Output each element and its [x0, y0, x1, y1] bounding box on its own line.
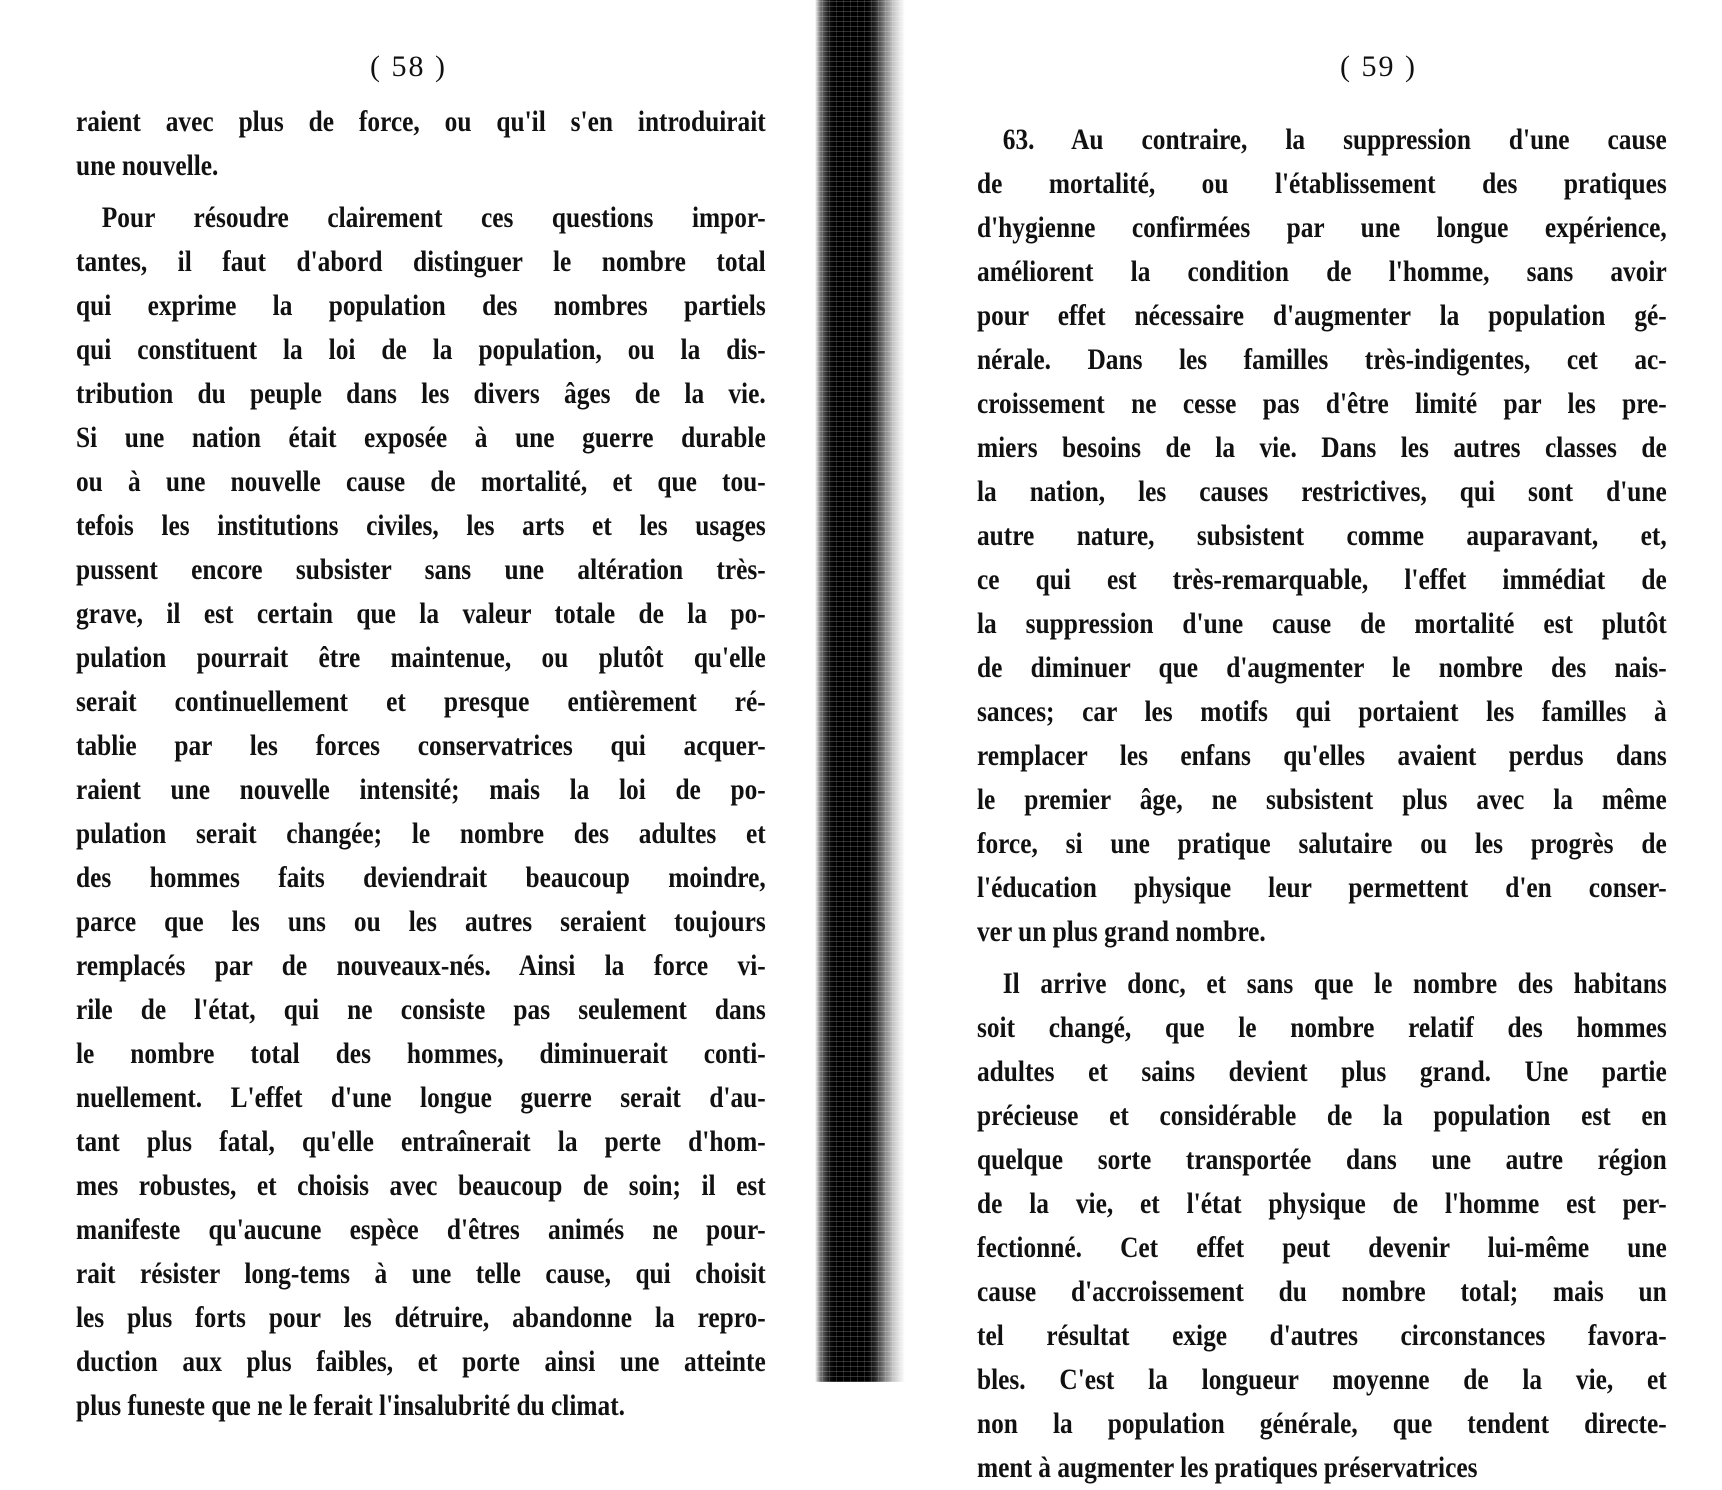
- text-line: autre nature, subsistent comme auparavant, et,: [977, 520, 1667, 552]
- paragraph: [76, 196, 766, 1428]
- paragraph: [977, 962, 1667, 1490]
- text-line: qui constituent la loi de la population, ou la dis-: [76, 334, 766, 366]
- left-page: [0, 0, 815, 1422]
- text-line: bles. C'est la longueur moyenne de la vie, et: [977, 1364, 1667, 1396]
- text-line: non la population générale, que tendent directe-: [977, 1408, 1667, 1440]
- text-line: tefois les institutions civiles, les arts et les usages: [76, 510, 766, 542]
- text-line: tribution du peuple dans les divers âges de la vie.: [76, 378, 766, 410]
- text-line: 63. Au contraire, la suppression d'une cause: [1002, 124, 1667, 156]
- paragraph-gap: [76, 188, 766, 196]
- text-line: nuellement. L'effet d'une longue guerre serait d'au-: [76, 1082, 766, 1114]
- text-line: manifeste qu'aucune espèce d'êtres animés ne pour-: [76, 1214, 766, 1246]
- text-line: ou à une nouvelle cause de mortalité, et que tou-: [76, 466, 766, 498]
- text-line: les plus forts pour les détruire, abandonne la repro-: [76, 1302, 766, 1334]
- text-line: raient avec plus de force, ou qu'il s'en introduirait: [76, 106, 766, 138]
- text-line: soit changé, que le nombre relatif des hommes: [977, 1012, 1667, 1044]
- text-line: Il arrive donc, et sans que le nombre des habitans: [1002, 968, 1667, 1000]
- right-page-body: [977, 118, 1667, 1490]
- page-number-left: ( 58 ): [370, 50, 447, 83]
- text-line: l'éducation physique leur permettent d'en conser-: [977, 872, 1667, 904]
- text-line: des hommes faits deviendrait beaucoup moindre,: [76, 862, 766, 894]
- text-line: quelque sorte transportée dans une autre région: [977, 1144, 1667, 1176]
- text-line: plus funeste que ne le ferait l'insalubrité du climat.: [76, 1390, 625, 1422]
- text-line: d'hygienne confirmées par une longue expérience,: [977, 212, 1667, 244]
- paragraph: [76, 100, 766, 188]
- text-line: rile de l'état, qui ne consiste pas seulement dans: [76, 994, 766, 1026]
- text-line: pussent encore subsister sans une altération très-: [76, 554, 766, 586]
- text-line: pulation serait changée; le nombre des adultes et: [76, 818, 766, 850]
- text-line: fectionné. Cet effet peut devenir lui-même une: [977, 1232, 1667, 1264]
- text-line: remplacés par de nouveaux-nés. Ainsi la force vi-: [76, 950, 766, 982]
- text-line: tant plus fatal, qu'elle entraînerait la perte d'hom-: [76, 1126, 766, 1158]
- text-line: rait résister long-tems à une telle cause, qui choisit: [76, 1258, 766, 1290]
- text-line: Si une nation était exposée à une guerre durable: [76, 422, 766, 454]
- text-line: mes robustes, et choisis avec beaucoup de soin; il est: [76, 1170, 766, 1202]
- text-line: le nombre total des hommes, diminuerait conti-: [76, 1038, 766, 1070]
- text-line: le premier âge, ne subsistent plus avec la même: [977, 784, 1667, 816]
- page-number-right: ( 59 ): [1340, 50, 1417, 83]
- text-line: ver un plus grand nombre.: [977, 916, 1266, 948]
- text-line: précieuse et considérable de la population est en: [977, 1100, 1667, 1132]
- text-line: la nation, les causes restrictives, qui sont d'une: [977, 476, 1667, 508]
- text-line: pour effet nécessaire d'augmenter la population gé-: [977, 300, 1667, 332]
- text-line: cause d'accroissement du nombre total; mais un: [977, 1276, 1667, 1308]
- text-line: qui exprime la population des nombres partiels: [76, 290, 766, 322]
- text-line: nérale. Dans les familles très-indigentes, cet ac-: [977, 344, 1667, 376]
- text-line: tablie par les forces conservatrices qui acquer-: [76, 730, 766, 762]
- text-line: adultes et sains devient plus grand. Une partie: [977, 1056, 1667, 1088]
- text-line: de mortalité, ou l'établissement des pratiques: [977, 168, 1667, 200]
- text-line: serait continuellement et presque entièrement ré-: [76, 686, 766, 718]
- text-line: améliorent la condition de l'homme, sans avoir: [977, 256, 1667, 288]
- text-line: parce que les uns ou les autres seraient toujours: [76, 906, 766, 938]
- text-line: pulation pourrait être maintenue, ou plutôt qu'elle: [76, 642, 766, 674]
- paragraph: [977, 118, 1667, 954]
- text-line: grave, il est certain que la valeur totale de la po-: [76, 598, 766, 630]
- text-line: une nouvelle.: [76, 150, 219, 182]
- text-line: remplacer les enfans qu'elles avaient perdus dans: [977, 740, 1667, 772]
- text-line: ce qui est très-remarquable, l'effet immédiat de: [977, 564, 1667, 596]
- text-line: de diminuer que d'augmenter le nombre des nais-: [977, 652, 1667, 684]
- text-line: de la vie, et l'état physique de l'homme est per-: [977, 1188, 1667, 1220]
- text-line: ment à augmenter les pratiques préservatrices: [977, 1452, 1478, 1484]
- text-line: croissement ne cesse pas d'être limité par les pre-: [977, 388, 1667, 420]
- text-line: la suppression d'une cause de mortalité est plutôt: [977, 608, 1667, 640]
- text-line: Pour résoudre clairement ces questions impor-: [101, 202, 766, 234]
- text-line: miers besoins de la vie. Dans les autres classes de: [977, 432, 1667, 464]
- paragraph-gap: [977, 954, 1667, 962]
- text-line: duction aux plus faibles, et porte ainsi une atteinte: [76, 1346, 766, 1378]
- text-line: force, si une pratique salutaire ou les progrès de: [977, 828, 1667, 860]
- text-line: raient une nouvelle intensité; mais la loi de po-: [76, 774, 766, 806]
- text-line: tel résultat exige d'autres circonstances favora-: [977, 1320, 1667, 1352]
- text-line: sances; car les motifs qui portaient les familles à: [977, 696, 1667, 728]
- right-page: [900, 0, 1722, 1484]
- text-line: tantes, il faut d'abord distinguer le nombre total: [76, 246, 766, 278]
- left-page-body: [76, 100, 766, 1428]
- book-spine-gutter: [815, 0, 905, 1382]
